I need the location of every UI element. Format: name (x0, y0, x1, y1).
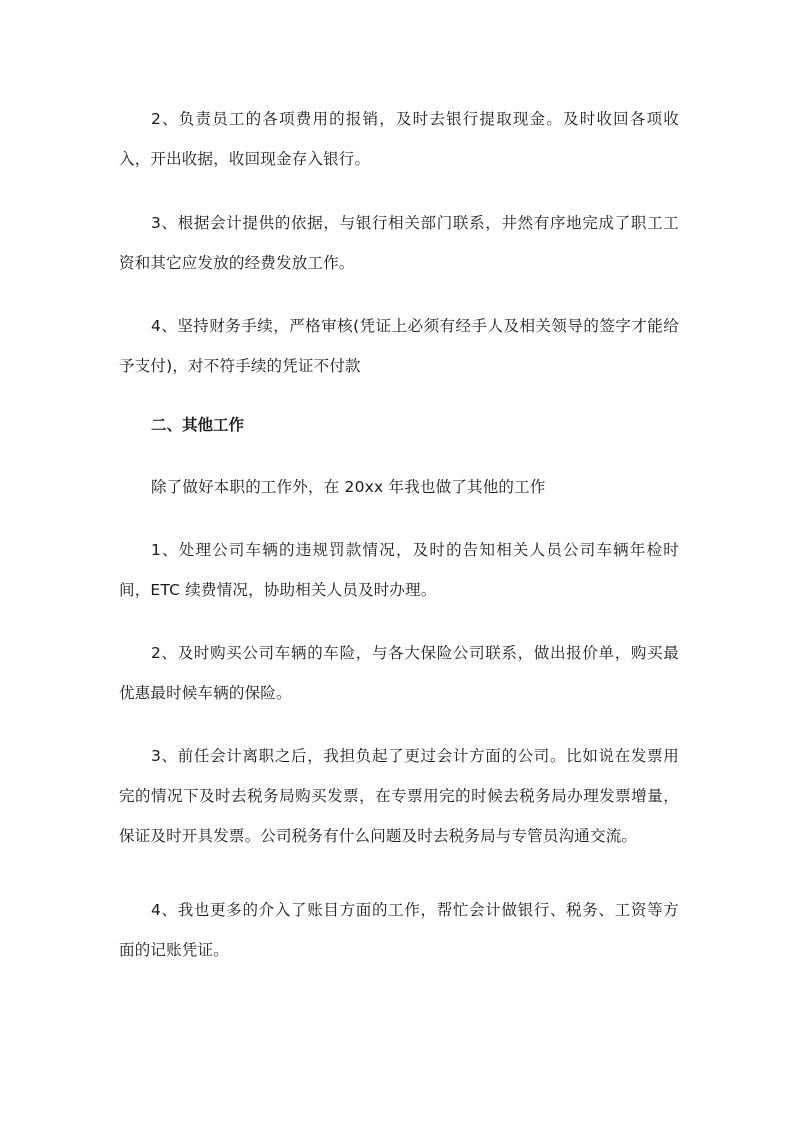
paragraph-accounting-vouchers: 4、我也更多的介入了账目方面的工作，帮忙会计做银行、税务、工资等方面的记账凭证。 (119, 901, 679, 959)
paragraph-salary-payment: 3、根据会计提供的依据，与银行相关部门联系，井然有序地完成了职工工资和其它应发放的经费发放工作。 (119, 214, 679, 272)
paragraph-vehicle-handling: 1、处理公司车辆的违规罚款情况，及时的告知相关人员公司车辆年检时间，ETC 续费情况，协助相关人员及时办理。 (119, 541, 679, 599)
paragraph-tax-affairs: 3、前任会计离职之后，我担负起了更过会计方面的公司。比如说在发票用完的情况下及时去税务局购买发票，在专票用完的时候去税务局办理发票增量，保证及时开具发票。公司税务有什么问题及时去税务局与专管员沟通交流。 (119, 747, 679, 845)
paragraph-expense-reimbursement: 2、负责员工的各项费用的报销，及时去银行提取现金。及时收回各项收入，开出收据，收回现金存入银行。 (119, 110, 679, 168)
paragraph-intro: 除了做好本职的工作外，在 20xx 年我也做了其他的工作 (151, 478, 546, 496)
paragraph-vehicle-insurance: 2、及时购买公司车辆的车险，与各大保险公司联系，做出报价单，购买最优惠最时候车辆的保险。 (119, 644, 679, 702)
section-heading-other-work: 二、其他工作 (151, 416, 245, 434)
paragraph-financial-audit: 4、坚持财务手续，严格审核(凭证上必须有经手人及相关领导的签字才能给予支付)，对不符手续的凭证不付款 (119, 317, 679, 375)
